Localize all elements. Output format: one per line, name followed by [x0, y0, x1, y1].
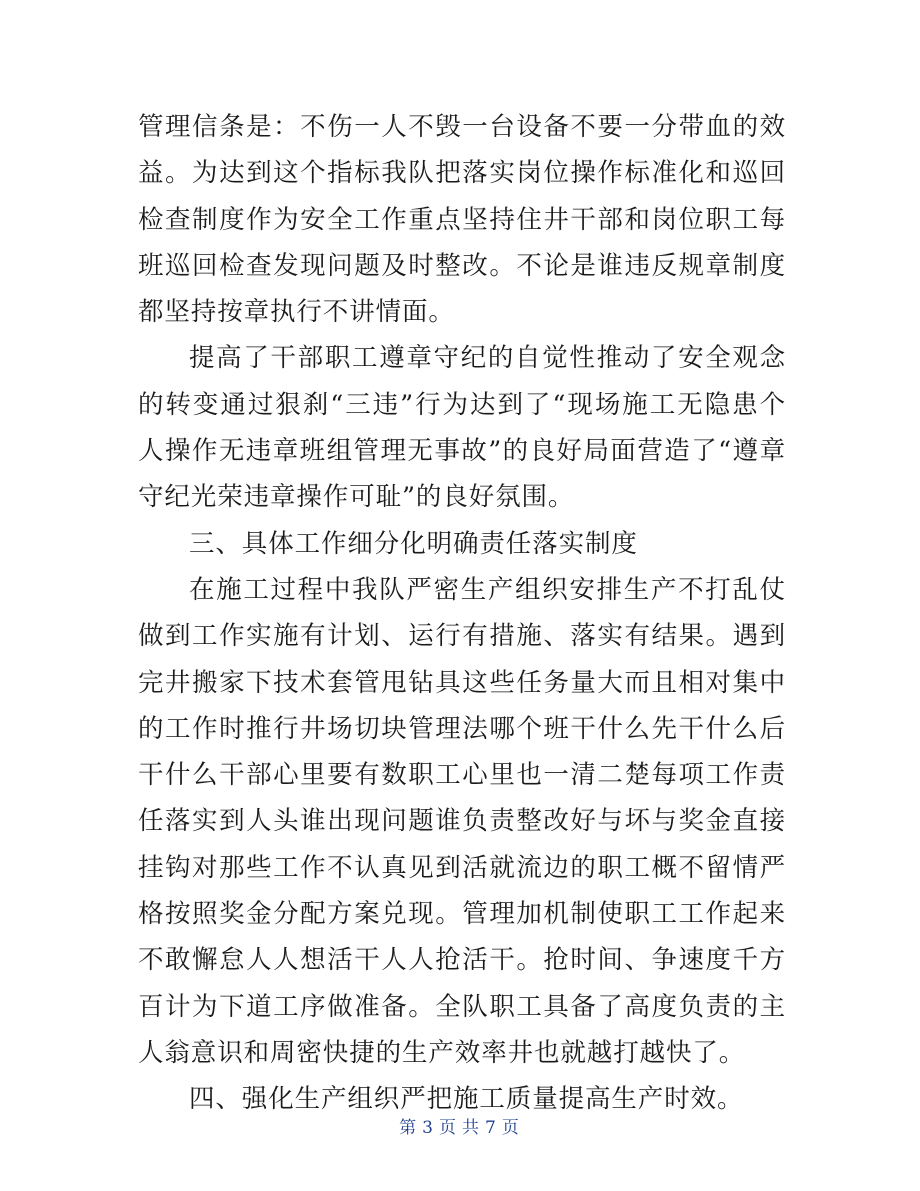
footer-suffix: 页: [501, 1118, 521, 1138]
footer-current-page: 3: [422, 1118, 435, 1138]
page-number-footer: [0, 1113, 920, 1138]
section-heading-4: 四、强化生产组织严把施工质量提高生产时效。: [189, 1084, 744, 1115]
paragraph-2: 提高了干部职工遵章守纪的自觉性推动了安全观念的转变通过狠刹“三违”行为达到了“现场施工无隐患个人操作无违章班组管理无事故”的良好局面营造了“遵章守纪光荣违章操作可耻”的良好氛围。: [138, 343, 786, 513]
footer-total-pages: 7: [485, 1118, 498, 1138]
document-body: [138, 104, 786, 1123]
footer-prefix: 第: [399, 1118, 419, 1138]
footer-total-prefix: 共: [462, 1118, 481, 1138]
section-heading-3: 三、具体工作细分化明确责任落实制度: [189, 528, 638, 559]
paragraph-1: 管理信条是：不伤一人不毁一台设备不要一分带血的效益。为达到这个指标我队把落实岗位操作标准化和巡回检查制度作为安全工作重点坚持住井干部和岗位职工每班巡回检查发现问题及时整改。不论是谁违反规章制度都坚持按章执行不讲情面。: [138, 112, 786, 328]
paragraph-4: 在施工过程中我队严密生产组织安排生产不打乱仗做到工作实施有计划、运行有措施、落实有结果。遇到完井搬家下技术套管甩钻具这些任务量大而且相对集中的工作时推行井场切块管理法哪个班干什么先干什么后干什么干部心里要有数职工心里也一清二楚每项工作责任落实到人头谁出现问题谁负责整改好与坏与奖金直接挂钩对那些工作不认真见到活就流边的职工概不留情严格按照奖金分配方案兑现。管理加机制使职工工作起来不敢懈怠人人想活干人人抢活干。抢时间、争速度千方百计为下道工序做准备。全队职工具备了高度负责的主人翁意识和周密快捷的生产效率井也就越打越快了。: [138, 574, 786, 1068]
footer-page-word: 页: [439, 1118, 458, 1138]
